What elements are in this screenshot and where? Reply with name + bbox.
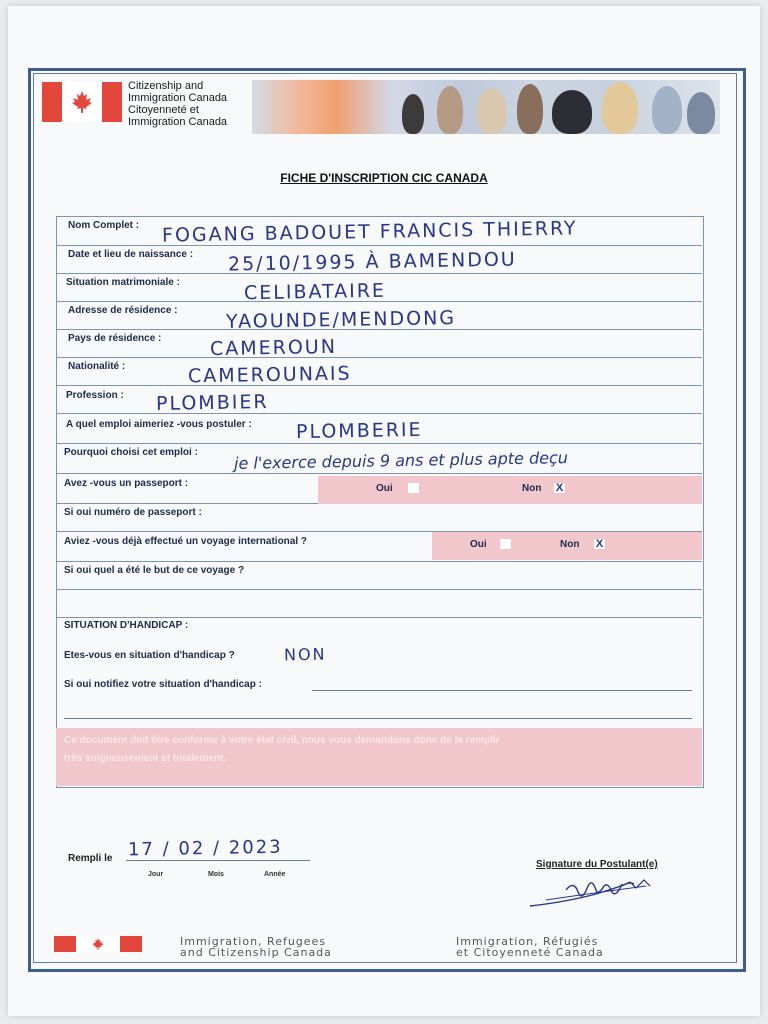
value-adresse[interactable]: YAOUNDE/MENDONG bbox=[225, 306, 457, 334]
label-emploi: A quel emploi aimeriez -vous postuler : bbox=[66, 419, 252, 430]
agency-name: Citizenship and Immigration Canada Citoyenneté et Immigration Canada bbox=[128, 80, 228, 128]
footer-agency-fr: Immigration, Réfugiés et Citoyenneté Canada bbox=[456, 935, 604, 959]
handicap-heading: SITUATION D'HANDICAP : bbox=[64, 620, 189, 631]
label-numero-passeport: Si oui numéro de passeport : bbox=[64, 507, 202, 518]
passeport-oui-label: Oui bbox=[376, 483, 393, 494]
passeport-non-label: Non bbox=[522, 483, 542, 494]
voyage-oui-checkbox[interactable] bbox=[500, 539, 511, 549]
handicap-question: Etes-vous en situation d'handicap ? bbox=[64, 650, 235, 661]
passeport-non-checkbox[interactable]: X bbox=[555, 482, 564, 494]
label-but-voyage: Si oui quel a été le but de ce voyage ? bbox=[64, 565, 245, 576]
form-title: FICHE D'INSCRIPTION CIC CANADA bbox=[280, 171, 488, 185]
notice-text: Ce document doit être conforme à votre état civil, nous vous demandons donc de le remplir très soigneusement et totalement. bbox=[64, 735, 500, 764]
row-nationalite bbox=[56, 357, 702, 386]
handicap-notify-label: Si oui notifiez votre situation d'handicap : bbox=[64, 679, 262, 690]
handicap-answer[interactable]: NON bbox=[283, 644, 327, 665]
value-emploi[interactable]: PLOMBERIE bbox=[295, 418, 423, 444]
label-matrimoniale: Situation matrimoniale : bbox=[66, 277, 180, 288]
label-adresse: Adresse de résidence : bbox=[68, 305, 178, 316]
label-passeport: Avez -vous un passeport : bbox=[64, 478, 189, 489]
label-pays: Pays de résidence : bbox=[68, 333, 162, 344]
handicap-notify-line[interactable] bbox=[312, 690, 692, 691]
label-nom: Nom Complet : bbox=[68, 220, 140, 231]
row-blank bbox=[56, 589, 702, 618]
header-banner-photo bbox=[252, 80, 720, 134]
footer-flag-icon bbox=[54, 936, 142, 952]
voyage-non-checkbox[interactable]: X bbox=[595, 538, 604, 550]
label-naissance: Date et lieu de naissance : bbox=[68, 249, 194, 260]
value-profession[interactable]: PLOMBIER bbox=[155, 391, 269, 415]
value-naissance[interactable]: 25/10/1995 À BAMENDOU bbox=[227, 248, 517, 276]
value-pourquoi[interactable]: je l'exerce depuis 9 ans et plus apte deçu bbox=[233, 448, 569, 473]
footer-agency-en: Immigration, Refugees and Citizenship Canada bbox=[180, 935, 332, 959]
label-voyage: Aviez -vous déjà effectué un voyage international ? bbox=[64, 536, 308, 547]
signature-label: Signature du Postulant(e) bbox=[536, 859, 658, 870]
passeport-oui-checkbox[interactable] bbox=[408, 483, 419, 493]
label-pourquoi: Pourquoi choisi cet emploi : bbox=[64, 447, 198, 458]
value-nationalite[interactable]: CAMEROUNAIS bbox=[187, 362, 352, 388]
label-profession: Profession : bbox=[66, 390, 124, 401]
label-nationalite: Nationalité : bbox=[68, 361, 126, 372]
handicap-extra-line[interactable] bbox=[64, 718, 692, 719]
value-pays[interactable]: CAMEROUN bbox=[209, 335, 338, 361]
date-jour-label: Jour bbox=[148, 871, 164, 878]
value-matrimoniale[interactable]: CELIBATAIRE bbox=[243, 279, 387, 305]
signature-image bbox=[526, 872, 666, 912]
row-profession bbox=[56, 385, 702, 414]
rempli-label: Rempli le bbox=[68, 853, 113, 864]
voyage-oui-label: Oui bbox=[470, 539, 487, 550]
canada-flag-icon bbox=[42, 82, 122, 122]
rempli-date[interactable]: 17 / 02 / 2023 bbox=[127, 836, 283, 861]
rempli-date-line bbox=[126, 860, 310, 861]
value-nom[interactable]: FOGANG BADOUET FRANCIS THIERRY bbox=[161, 217, 578, 247]
voyage-non-label: Non bbox=[560, 539, 580, 550]
date-annee-label: Année bbox=[264, 871, 286, 878]
date-mois-label: Mois bbox=[208, 871, 224, 878]
